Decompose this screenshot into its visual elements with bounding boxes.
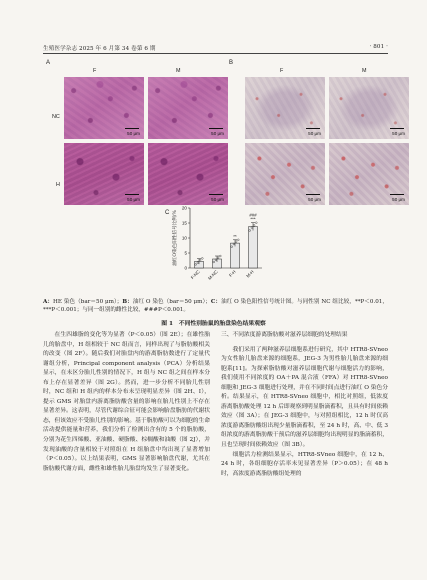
x-tick-label: M-H	[245, 269, 255, 279]
panel-b-col-f: F	[280, 68, 284, 74]
significance-marker: ***	[250, 216, 256, 222]
data-point	[199, 259, 201, 261]
left-column	[43, 331, 210, 474]
micrograph-b-h-m	[329, 143, 409, 205]
data-point	[217, 257, 219, 259]
panel-a-row-nc: NC	[52, 114, 60, 120]
data-point	[235, 241, 237, 243]
micrograph-b-nc-f	[245, 77, 325, 139]
oil-red-bar-chart	[150, 196, 270, 294]
figure-title: 图 1 不同性别胎鼠的胎盘染色结果观察	[161, 321, 266, 327]
section-heading: 三、不同浓度游离脂肪酸对滋养层细胞的处理结果	[221, 332, 348, 338]
bar-F-H	[231, 243, 240, 268]
scale-bar	[209, 128, 223, 129]
data-point	[255, 222, 257, 224]
significance-marker: **	[233, 233, 237, 239]
panel-label-a: A	[46, 60, 51, 66]
panel-label-c: C	[165, 210, 170, 216]
x-tick-label: F-H	[227, 269, 237, 278]
scale-bar	[125, 128, 139, 129]
panel-a-col-f: F	[93, 68, 97, 74]
right-paragraph-1: 我们采用了两种滋养层细胞系进行研究，其中 HTR8-SVneo 为女性胎儿胎盘来源的细胞系，JEG-3 为男性胎儿胎盘来源的细胞系[11]。为探索脂肪酸对滋养层细胞代谢与细胞活力的影响，我们使用不同浓度的 OA＋PA 混合液（FFA）对 HTR8-SVneo 细胞和 JEG-3 细胞进行处理，并在不同时间点进行油红 O 染色分析。结果显示，在 HTR8-SVneo 细胞中，相比对照组，低浓度游离脂肪酸处理 12 h 后即观察到明显脂滴蓄积，且具有时间依赖效应（图 3A）；在 JEG-3 细胞中，与对照组相比，12 h 时仅高浓度游离脂肪酸组出现少量脂滴蓄积，至 24 h 时，高、中、低 3 组浓度的游离脂肪酸干预后的滋养层细胞均出现明显的脂滴蓄积，且也呈现时间依赖效应（图 3B）。	[221, 346, 388, 449]
scale-bar	[390, 128, 404, 129]
y-axis-label: 油红O染色阳性信号比例/%	[173, 210, 178, 266]
panel-b-col-m: M	[362, 68, 367, 74]
scale-bar-label: 50 μm	[392, 131, 405, 136]
scale-bar	[306, 128, 320, 129]
caption-c-text: 油红 O 染色阳性信号统计图。与同性别 NC 组比较，**P＜0.01，***P＜0.001；与同一组别的雌性比较，###P＜0.001。	[43, 299, 388, 313]
panel-label-b: B	[229, 60, 234, 66]
panel-a-col-m: M	[176, 68, 181, 74]
scale-bar-label: 50 μm	[127, 131, 140, 136]
caption-b-label: B：	[122, 299, 133, 305]
y-tick-label: 15	[181, 220, 187, 226]
bar-M-H	[249, 227, 258, 268]
data-point	[219, 255, 221, 257]
micrograph-a-h-f	[64, 143, 144, 205]
right-column	[221, 331, 388, 479]
micrograph-a-nc-m	[148, 77, 228, 139]
caption-a-label: A：	[43, 299, 54, 305]
y-tick-label: 0	[184, 265, 187, 271]
data-point	[237, 239, 239, 241]
panel-a-row-h: H	[56, 182, 60, 188]
scale-bar-label: 50 μm	[308, 131, 321, 136]
significance-marker: ###	[249, 212, 257, 218]
scale-bar	[306, 194, 320, 195]
scale-bar	[390, 194, 404, 195]
figure-caption	[43, 298, 388, 314]
data-point	[201, 258, 203, 260]
scale-bar-label: 50 μm	[211, 131, 224, 136]
scale-bar-label: 50 μm	[127, 197, 140, 202]
page-number: · 801 ·	[369, 44, 388, 50]
scale-bar	[125, 194, 139, 195]
scale-bar-label: 50 μm	[308, 197, 321, 202]
caption-c-label: C：	[210, 299, 222, 305]
micrograph-a-nc-f	[64, 77, 144, 139]
scale-bar	[209, 194, 223, 195]
micrograph-b-nc-m	[329, 77, 409, 139]
journal-header: 生殖医学杂志 2025 年 6 月第 34 卷第 6 期	[43, 46, 156, 52]
y-tick-label: 10	[181, 235, 187, 241]
scale-bar-label: 50 μm	[211, 197, 224, 202]
x-tick-label: F-NC	[189, 269, 201, 281]
y-tick-label: 20	[181, 205, 187, 211]
y-tick-label: 5	[184, 250, 187, 256]
right-paragraph-2: 细胞活力检测结果显示，HTR8-SVneo 细胞中，在 12 h、24 h 时，各组细胞存活率未见显著差异（P＞0.05）；在 48 h 时，高浓度游离脂肪酸组处理的	[221, 451, 388, 477]
caption-a-text: HE 染色（bar＝50 μm）；	[53, 299, 123, 305]
header-rule	[43, 53, 388, 54]
left-paragraph-1: 在生四雄脂的变化等为显著（P＜0.05）（图 2E）；在雄性胎儿的胎盘中，H 组相较于 NC 组而言，同样出现了与脂肪酸相关的改变（图 2F）。随后我们对胎盘内的游离脂肪数进行了定量代谢组分析，Principal component analysis（PCA）分析结果显示，在未区分胎儿性别的情况下，H 组与 NC 组之间在样本分布上存在显著差异（图 2G）。然而，进一步分析不同胎儿性别时，NC 组和 H 组内的样本分布未呈现明显差异（图 2H、I），提示 GMS 对胎盘内游离脂肪酸含量的影响在胎儿性别上不存在显著差异。这表明，尽管代谢综合征可能会影响胎盘脂肪的代谢状态，但该效应不受胎儿性别的影响。基于脂肪酸可以为细胞的生命活动提供能量和营养，我们分析了检测出含有的 5 个的脂肪酸，分别为花生四烯酸、亚油酸、硬脂酸、棕榈酸和油酸（图 2J），并发现油酸的含量相较于对照组在 H 组胎盘中均出现了显著增加（P＜0.05）。以上结果表明，GMS 显著影响胎盘代谢，尤其在脂肪酸代谢方面，雌性和雄性胎儿胎盘均发生了显著变化。	[43, 332, 210, 472]
data-point	[253, 225, 255, 227]
x-tick-label: M-NC	[207, 269, 219, 281]
caption-b-text: 油红 O 染色（bar＝50 μm）；	[132, 299, 211, 305]
scale-bar-label: 50 μm	[392, 197, 405, 202]
